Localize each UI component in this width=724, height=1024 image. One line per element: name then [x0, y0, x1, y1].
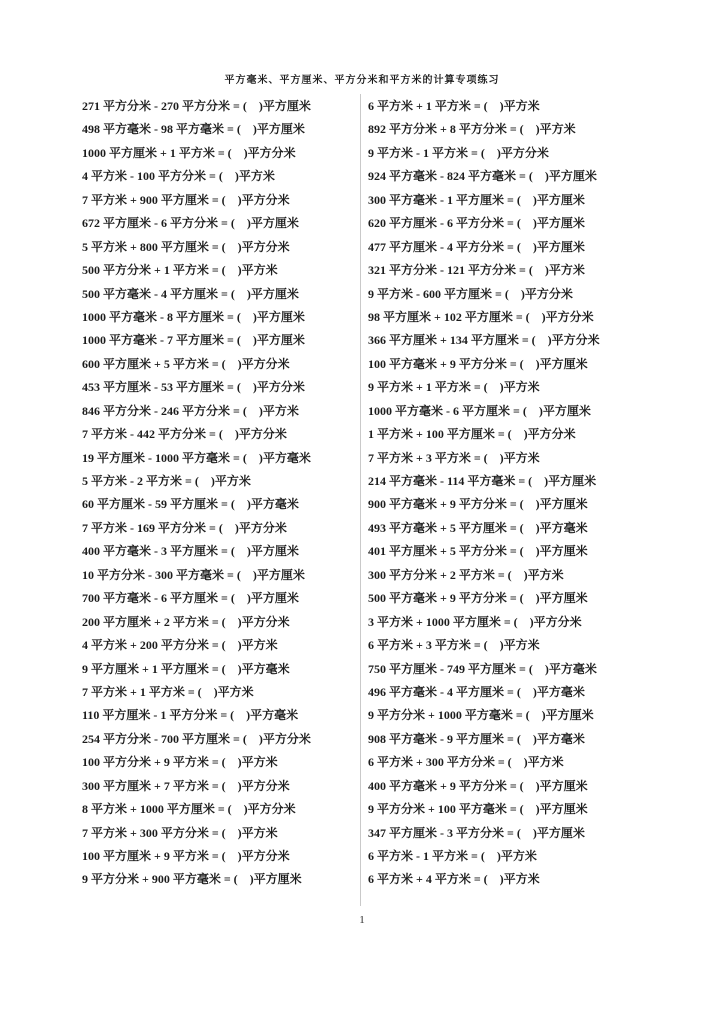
exercise-row: 1 平方米 + 100 平方厘米 = ( )平方分米	[368, 427, 576, 442]
exercise-row: 908 平方毫米 - 9 平方厘米 = ( )平方毫米	[368, 731, 585, 746]
exercise-row: 347 平方厘米 - 3 平方分米 = ( )平方厘米	[368, 825, 585, 840]
column-divider	[360, 94, 361, 906]
exercise-row: 672 平方厘米 - 6 平方分米 = ( )平方厘米	[82, 216, 299, 231]
page-title: 平方毫米、平方厘米、平方分米和平方米的计算专项练习	[224, 75, 500, 86]
exercise-row: 6 平方米 + 300 平方分米 = ( )平方米	[368, 755, 564, 770]
exercise-row: 498 平方毫米 - 98 平方毫米 = ( )平方厘米	[82, 122, 305, 137]
exercise-row: 271 平方分米 - 270 平方分米 = ( )平方厘米	[82, 99, 311, 113]
exercise-row: 5 平方米 - 2 平方米 = ( )平方米	[82, 474, 251, 488]
exercise-row: 300 平方毫米 - 1 平方厘米 = ( )平方厘米	[368, 192, 585, 207]
exercise-column-right	[368, 95, 600, 892]
exercise-row: 366 平方厘米 + 134 平方厘米 = ( )平方分米	[368, 333, 600, 348]
exercise-row: 900 平方毫米 + 9 平方分米 = ( )平方厘米	[368, 497, 588, 512]
exercise-row: 500 平方分米 + 1 平方米 = ( )平方米	[82, 263, 278, 278]
exercise-row: 9 平方分米 + 100 平方毫米 = ( )平方厘米	[368, 802, 588, 817]
exercise-row: 214 平方毫米 - 114 平方毫米 = ( )平方厘米	[368, 474, 597, 488]
exercise-row: 9 平方米 - 1 平方米 = ( )平方分米	[368, 145, 549, 160]
exercise-row: 477 平方厘米 - 4 平方分米 = ( )平方厘米	[368, 239, 585, 254]
exercise-row: 892 平方分米 + 8 平方分米 = ( )平方米	[368, 122, 576, 137]
exercise-row: 700 平方毫米 - 6 平方厘米 = ( )平方厘米	[82, 591, 299, 606]
exercise-row: 924 平方毫米 - 824 平方毫米 = ( )平方厘米	[368, 169, 597, 184]
exercise-row: 3 平方米 + 1000 平方厘米 = ( )平方分米	[368, 614, 582, 629]
exercise-row: 300 平方分米 + 2 平方米 = ( )平方米	[368, 567, 564, 582]
exercise-row: 60 平方厘米 - 59 平方厘米 = ( )平方毫米	[82, 497, 299, 512]
exercise-row: 600 平方厘米 + 5 平方米 = ( )平方分米	[82, 356, 290, 371]
exercise-row: 500 平方毫米 - 4 平方厘米 = ( )平方厘米	[82, 286, 299, 301]
exercise-row: 500 平方毫米 + 9 平方分米 = ( )平方厘米	[368, 591, 588, 606]
exercise-row: 9 平方米 - 600 平方厘米 = ( )平方分米	[368, 286, 573, 301]
exercise-row: 6 平方米 + 4 平方米 = ( )平方米	[368, 872, 540, 887]
exercise-row: 19 平方厘米 - 1000 平方毫米 = ( )平方毫米	[82, 450, 311, 465]
exercise-row: 1000 平方毫米 - 6 平方厘米 = ( )平方厘米	[368, 403, 591, 418]
exercise-row: 4 平方米 + 200 平方分米 = ( )平方米	[82, 638, 278, 653]
exercise-row: 453 平方厘米 - 53 平方厘米 = ( )平方分米	[82, 380, 305, 395]
exercise-row: 7 平方米 - 169 平方分米 = ( )平方分米	[82, 520, 287, 535]
exercise-row: 401 平方厘米 + 5 平方分米 = ( )平方厘米	[368, 544, 588, 559]
exercise-row: 200 平方厘米 + 2 平方米 = ( )平方分米	[82, 614, 290, 629]
exercise-row: 8 平方米 + 1000 平方厘米 = ( )平方分米	[82, 802, 296, 817]
exercise-row: 6 平方米 + 3 平方米 = ( )平方米	[368, 638, 540, 653]
exercise-row: 9 平方米 + 1 平方米 = ( )平方米	[368, 380, 540, 395]
exercise-row: 5 平方米 + 800 平方厘米 = ( )平方分米	[82, 239, 290, 254]
exercise-row: 9 平方分米 + 1000 平方毫米 = ( )平方厘米	[368, 708, 594, 723]
exercise-row: 7 平方米 + 900 平方厘米 = ( )平方分米	[82, 192, 290, 207]
page-number: 1	[359, 914, 365, 926]
exercise-row: 7 平方米 - 442 平方分米 = ( )平方分米	[82, 427, 287, 442]
exercise-row: 9 平方分米 + 900 平方毫米 = ( )平方厘米	[82, 872, 302, 887]
exercise-row: 7 平方米 + 3 平方米 = ( )平方米	[368, 450, 540, 465]
exercise-row: 6 平方米 - 1 平方米 = ( )平方米	[368, 849, 537, 863]
exercise-row: 10 平方分米 - 300 平方毫米 = ( )平方厘米	[82, 567, 305, 582]
exercise-row: 4 平方米 - 100 平方分米 = ( )平方米	[82, 169, 275, 184]
exercise-row: 400 平方毫米 + 9 平方分米 = ( )平方厘米	[368, 778, 588, 793]
exercise-row: 321 平方分米 - 121 平方分米 = ( )平方米	[368, 263, 585, 278]
exercise-row: 98 平方厘米 + 102 平方厘米 = ( )平方分米	[368, 309, 594, 324]
exercise-row: 1000 平方毫米 - 7 平方厘米 = ( )平方厘米	[82, 333, 305, 348]
exercise-row: 400 平方毫米 - 3 平方厘米 = ( )平方厘米	[82, 544, 299, 559]
exercise-row: 496 平方毫米 - 4 平方厘米 = ( )平方毫米	[368, 684, 585, 699]
exercise-row: 100 平方分米 + 9 平方米 = ( )平方米	[82, 755, 278, 770]
exercise-row: 750 平方厘米 - 749 平方厘米 = ( )平方毫米	[368, 661, 597, 676]
exercise-row: 7 平方米 + 300 平方分米 = ( )平方米	[82, 825, 278, 840]
exercise-row: 1000 平方厘米 + 1 平方米 = ( )平方分米	[82, 145, 296, 160]
exercise-row: 110 平方厘米 - 1 平方分米 = ( )平方毫米	[82, 708, 299, 723]
exercise-row: 100 平方毫米 + 9 平方分米 = ( )平方厘米	[368, 356, 588, 371]
exercise-row: 100 平方厘米 + 9 平方米 = ( )平方分米	[82, 849, 290, 863]
exercise-row: 493 平方毫米 + 5 平方厘米 = ( )平方毫米	[368, 520, 588, 535]
exercise-row: 254 平方分米 - 700 平方厘米 = ( )平方分米	[82, 731, 311, 746]
exercise-row: 7 平方米 + 1 平方米 = ( )平方米	[82, 684, 254, 699]
exercise-row: 1000 平方毫米 - 8 平方厘米 = ( )平方厘米	[82, 309, 305, 324]
exercise-row: 846 平方分米 - 246 平方分米 = ( )平方米	[82, 403, 299, 418]
exercise-row: 9 平方厘米 + 1 平方厘米 = ( )平方毫米	[82, 661, 290, 676]
exercise-row: 6 平方米 + 1 平方米 = ( )平方米	[368, 99, 540, 113]
exercise-row: 620 平方厘米 - 6 平方分米 = ( )平方厘米	[368, 216, 585, 231]
exercise-column-left	[82, 95, 311, 892]
exercise-row: 300 平方厘米 + 7 平方米 = ( )平方分米	[82, 778, 290, 793]
